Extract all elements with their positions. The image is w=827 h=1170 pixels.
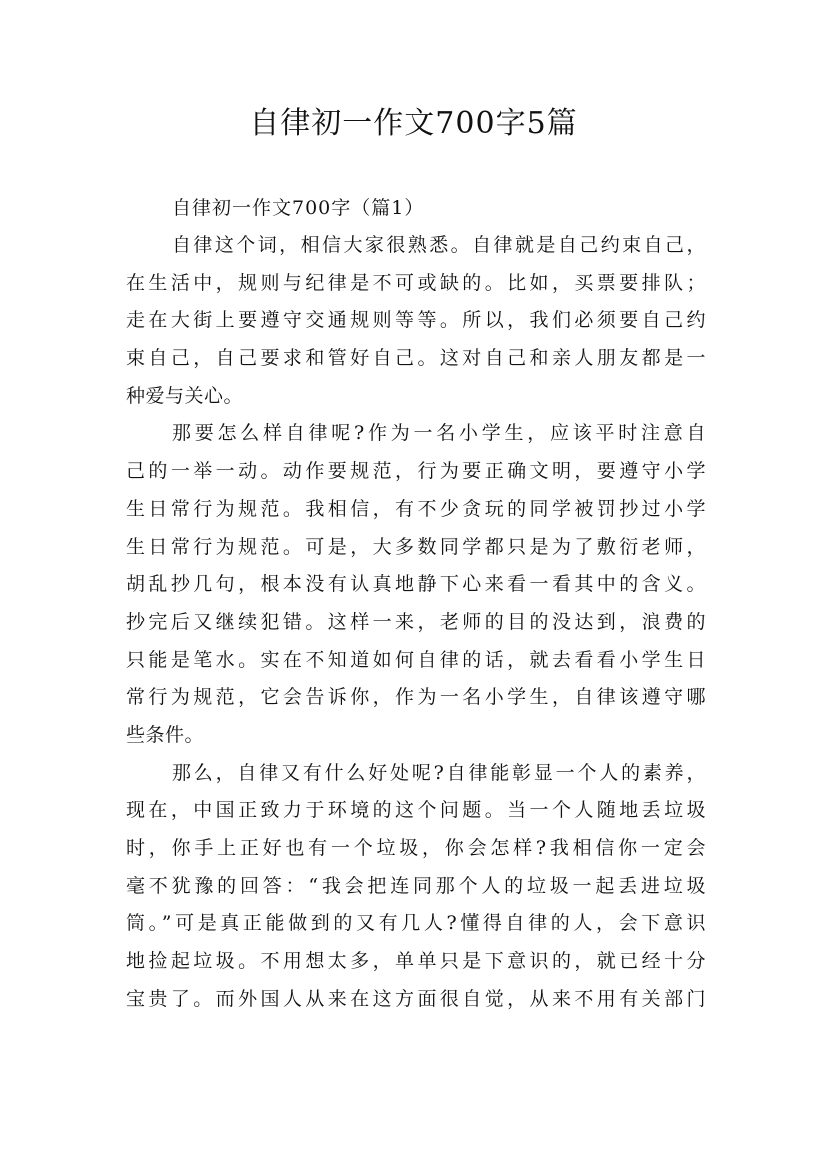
paragraph-line: 只能是笔水。实在不知道如何自律的话，就去看看小学生日 bbox=[126, 648, 706, 671]
paragraph-line: 抄完后又继续犯错。这样一来，老师的目的没达到，浪费的 bbox=[126, 610, 706, 633]
paragraph-line: 那么，自律又有什么好处呢?自律能彰显一个人的素养， bbox=[172, 761, 706, 784]
paragraph-line: 些条件。 bbox=[126, 723, 205, 746]
paragraph-line: 自律这个词，相信大家很熟悉。自律就是自己约束自己， bbox=[172, 234, 706, 256]
section-heading: 自律初一作文700字（篇1） bbox=[172, 197, 425, 219]
paragraph-line: 生日常行为规范。我相信，有不少贪玩的同学被罚抄过小学 bbox=[126, 497, 706, 520]
paragraph-list bbox=[126, 227, 706, 1018]
paragraph-line: 毫不犹豫的回答：“我会把连同那个人的垃圾一起丢进垃圾 bbox=[126, 874, 706, 897]
paragraph-line: 时，你手上正好也有一个垃圾，你会怎样?我相信你一定会 bbox=[126, 837, 706, 859]
paragraph-line: 现在，中国正致力于环境的这个问题。当一个人随地丢垃圾 bbox=[126, 799, 706, 822]
paragraph-line: 种爱与关心。 bbox=[126, 384, 244, 407]
paragraph-line: 筒。”可是真正能做到的又有几人?懂得自律的人，会下意识 bbox=[126, 912, 706, 935]
document-body bbox=[126, 190, 706, 1018]
paragraph-line: 宝贵了。而外国人从来在这方面很自觉，从来不用有关部门 bbox=[126, 987, 706, 1010]
paragraph-line: 在生活中，规则与纪律是不可或缺的。比如，买票要排队； bbox=[126, 271, 706, 294]
paragraph-line: 束自己，自己要求和管好自己。这对自己和亲人朋友都是一 bbox=[126, 347, 706, 370]
paragraph-line: 己的一举一动。动作要规范，行为要正确文明，要遵守小学 bbox=[126, 460, 706, 483]
paragraph-line: 那要怎么样自律呢?作为一名小学生，应该平时注意自 bbox=[172, 422, 706, 445]
paragraph-line: 生日常行为规范。可是，大多数同学都只是为了敷衍老师， bbox=[126, 535, 706, 558]
paragraph-line: 胡乱抄几句，根本没有认真地静下心来看一看其中的含义。 bbox=[126, 573, 706, 596]
paragraph-line: 地捡起垃圾。不用想太多，单单只是下意识的，就已经十分 bbox=[126, 950, 706, 973]
paragraph-line: 常行为规范，它会告诉你，作为一名小学生，自律该遵守哪 bbox=[126, 686, 706, 709]
document-title: 自律初一作文700字5篇 bbox=[249, 106, 578, 141]
paragraph bbox=[126, 415, 706, 754]
paragraph bbox=[126, 755, 706, 1019]
paragraph bbox=[126, 227, 706, 415]
paragraph-line: 走在大街上要遵守交通规则等等。所以，我们必须要自己约 bbox=[126, 309, 706, 332]
